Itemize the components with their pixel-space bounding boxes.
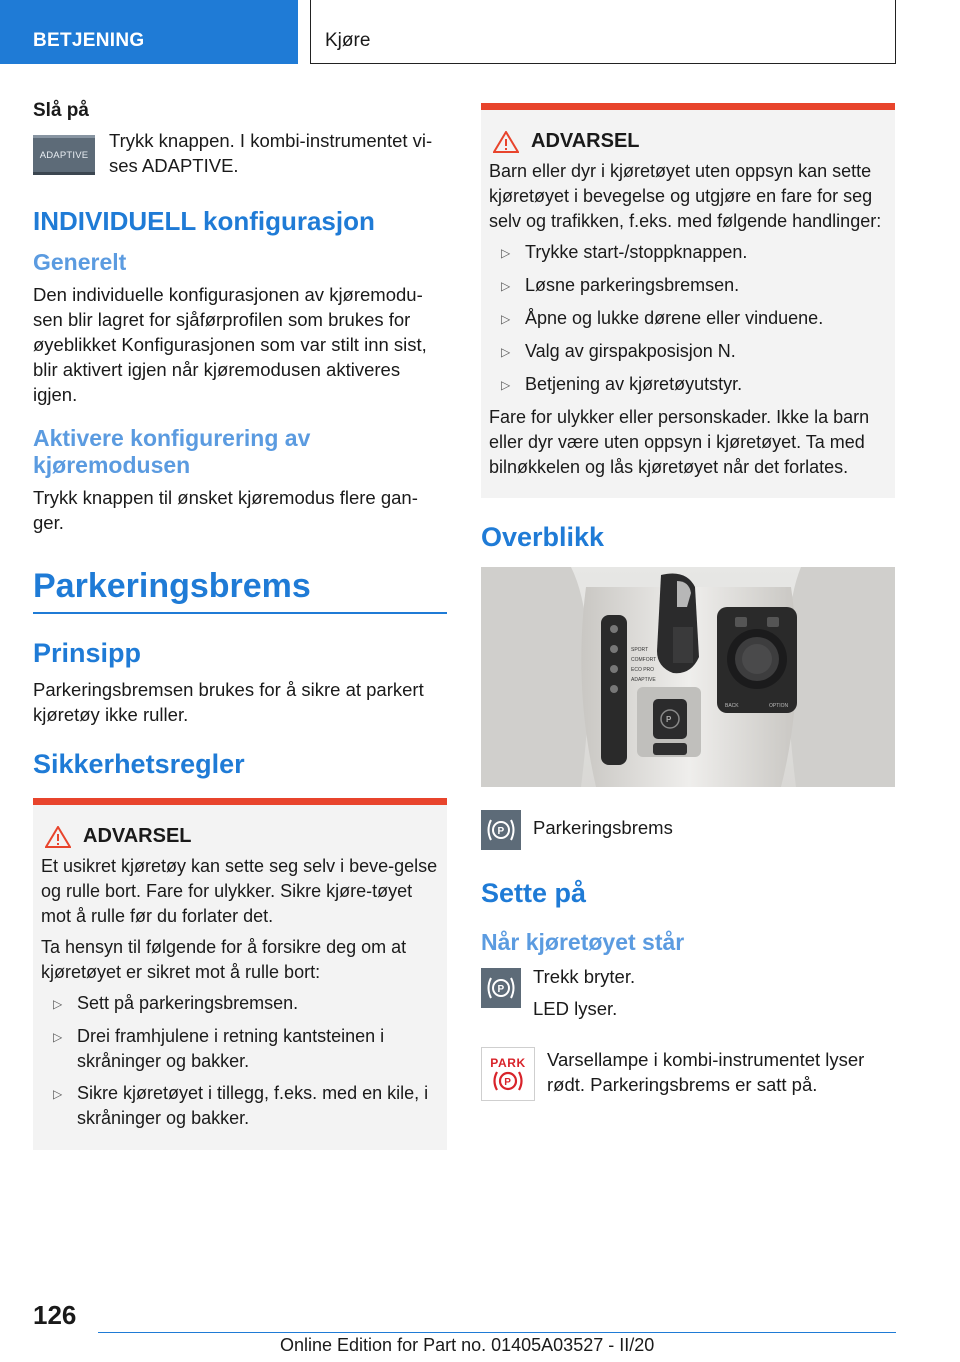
triangle-bullet-icon: ▷ [53, 997, 63, 1011]
sla-pa-row [33, 128, 447, 178]
park-lamp-label: PARK [490, 1056, 526, 1070]
list-item [489, 306, 887, 332]
warning-paragraph: Et usikret kjøretøy kan sette seg selv i beve-gelse og rulle bort. Fare for ulykker. Sikre kjøre-tøyet mot å rulle før du forlater det. [41, 856, 438, 926]
svg-text:P: P [666, 715, 672, 724]
chapter-title: Kjøre [325, 30, 371, 51]
list-item [41, 1081, 439, 1131]
option-label: OPTION [769, 703, 789, 709]
footer-edition: Online Edition for Part no. 01405A03527 - II/20 [280, 1335, 655, 1355]
sla-pa-heading: Slå på [33, 100, 89, 121]
warning-heading [41, 825, 439, 848]
list-item [489, 339, 887, 365]
comfort-label: COMFORT [631, 657, 657, 663]
section-tab [0, 0, 298, 64]
left-column [33, 100, 447, 1150]
parking-brake-icon [481, 810, 521, 850]
svg-text:P: P [497, 984, 505, 995]
generelt-heading: Generelt [33, 249, 127, 275]
warning-triangle-icon [493, 131, 519, 153]
triangle-bullet-icon: ▷ [501, 312, 511, 326]
list-item [489, 240, 887, 266]
triangle-bullet-icon: ▷ [501, 378, 511, 392]
list-item-text: Sett på parkeringsbremsen. [77, 993, 299, 1013]
triangle-bullet-icon: ▷ [501, 345, 511, 359]
trekk-row [481, 964, 895, 1021]
warning-paragraph: Fare for ulykker eller personskader. Ikke la barn eller dyr være uten oppsyn i kjøretøyet. Ta med bilnøkkelen og lås kjøretøyet når det forlates. [489, 407, 870, 477]
list-item [41, 991, 439, 1017]
footer-rule [98, 1332, 896, 1333]
generelt-text: Den individuelle konfigurasjonen av kjøremodu-sen blir lagret for sjåførprofilen som brukes for øyeblikket Konfigurasjonen som var stilt inn sist, blir aktivert igjen når kjøremodusen aktiveres igjen. [33, 284, 427, 405]
back-label: BACK [725, 703, 739, 709]
svg-text:P: P [497, 826, 505, 837]
svg-text:P: P [504, 1077, 511, 1088]
caption-text: Parkeringsbrems [533, 817, 673, 838]
aktivere-text: Trykk knappen til ønsket kjøremodus flere gan-ger. [33, 487, 418, 533]
list-item-text: Betjening av kjøretøyutstyr. [525, 374, 743, 394]
section-title: BETJENING [33, 30, 145, 51]
eco-label: ECO PRO [631, 667, 655, 673]
list-item [41, 1024, 439, 1074]
prinsipp-text: Parkeringsbremsen brukes for å sikre at parkert kjøretøy ikke ruller. [33, 679, 424, 725]
adaptive-label: ADAPTIVE [631, 677, 656, 683]
triangle-bullet-icon: ▷ [501, 279, 511, 293]
caption-row [481, 810, 895, 850]
parking-brake-icon [481, 968, 521, 1008]
prinsipp-heading: Prinsipp [33, 638, 142, 668]
trekk-text: Trekk bryter. [533, 966, 636, 987]
individuell-heading: INDIVIDUELL konfigurasjon [33, 206, 375, 236]
list-item-text: Trykke start-/stoppknappen. [525, 242, 748, 262]
warning-box-right [481, 103, 895, 498]
list-item [489, 372, 887, 398]
list-item-text: Valg av girspakposisjon N. [525, 341, 736, 361]
warning-paragraph: Barn eller dyr i kjøretøyet uten oppsyn kan sette kjøretøyet i bevegelse og utgjøre en fare for seg selv og trafikken, f.eks. med følgende handlinger: [489, 161, 882, 231]
led-text: LED lyser. [533, 998, 618, 1019]
warning-list [41, 991, 439, 1131]
triangle-bullet-icon: ▷ [53, 1030, 63, 1044]
list-item-text: Drei framhjulene i retning kantsteinen i skråninger og bakker. [77, 1026, 385, 1071]
lamp-row [481, 1047, 895, 1101]
warning-list [489, 240, 887, 398]
warning-heading [489, 130, 887, 153]
sla-pa-text: Trykk knappen. I kombi-instrumentet vi-ses ADAPTIVE. [109, 130, 433, 176]
adaptive-button-label: ADAPTIVE [39, 149, 89, 161]
aktivere-heading: Aktivere konfigurering av kjøremodusen [33, 425, 311, 478]
chapter-tab [310, 0, 896, 64]
warning-paragraph: Ta hensyn til følgende for å forsikre deg om at kjøretøyet er sikret mot å rulle bort: [41, 937, 407, 982]
sikkerhet-heading: Sikkerhetsregler [33, 749, 245, 779]
trekk-text-block [533, 964, 895, 1021]
parkeringsbrems-heading: Parkeringsbrems [33, 567, 447, 614]
overblikk-heading: Overblikk [481, 522, 605, 552]
nar-kjoretoyet-heading: Når kjøretøyet står [481, 929, 685, 955]
triangle-bullet-icon: ▷ [53, 1087, 63, 1101]
warning-triangle-icon [45, 826, 71, 848]
page-number: 126 [33, 1300, 77, 1330]
adaptive-button-icon [33, 135, 95, 175]
list-item-text: Åpne og lukke dørene eller vinduene. [525, 308, 824, 328]
right-column [481, 103, 895, 1101]
list-item [489, 273, 887, 299]
triangle-bullet-icon: ▷ [501, 246, 511, 260]
warning-title: ADVARSEL [83, 825, 192, 847]
park-warning-lamp-icon [481, 1047, 535, 1101]
console-photo [481, 567, 895, 787]
list-item-text: Sikre kjøretøyet i tillegg, f.eks. med en kile, i skråninger og bakker. [77, 1083, 429, 1128]
sette-pa-heading: Sette på [481, 878, 587, 908]
list-item-text: Løsne parkeringsbremsen. [525, 275, 740, 295]
warning-title: ADVARSEL [531, 130, 640, 152]
warning-box-left [33, 798, 447, 1150]
lamp-text: Varsellampe i kombi-instrumentet lyser rødt. Parkeringsbrems er satt på. [547, 1049, 865, 1095]
sport-label: SPORT [631, 647, 649, 653]
